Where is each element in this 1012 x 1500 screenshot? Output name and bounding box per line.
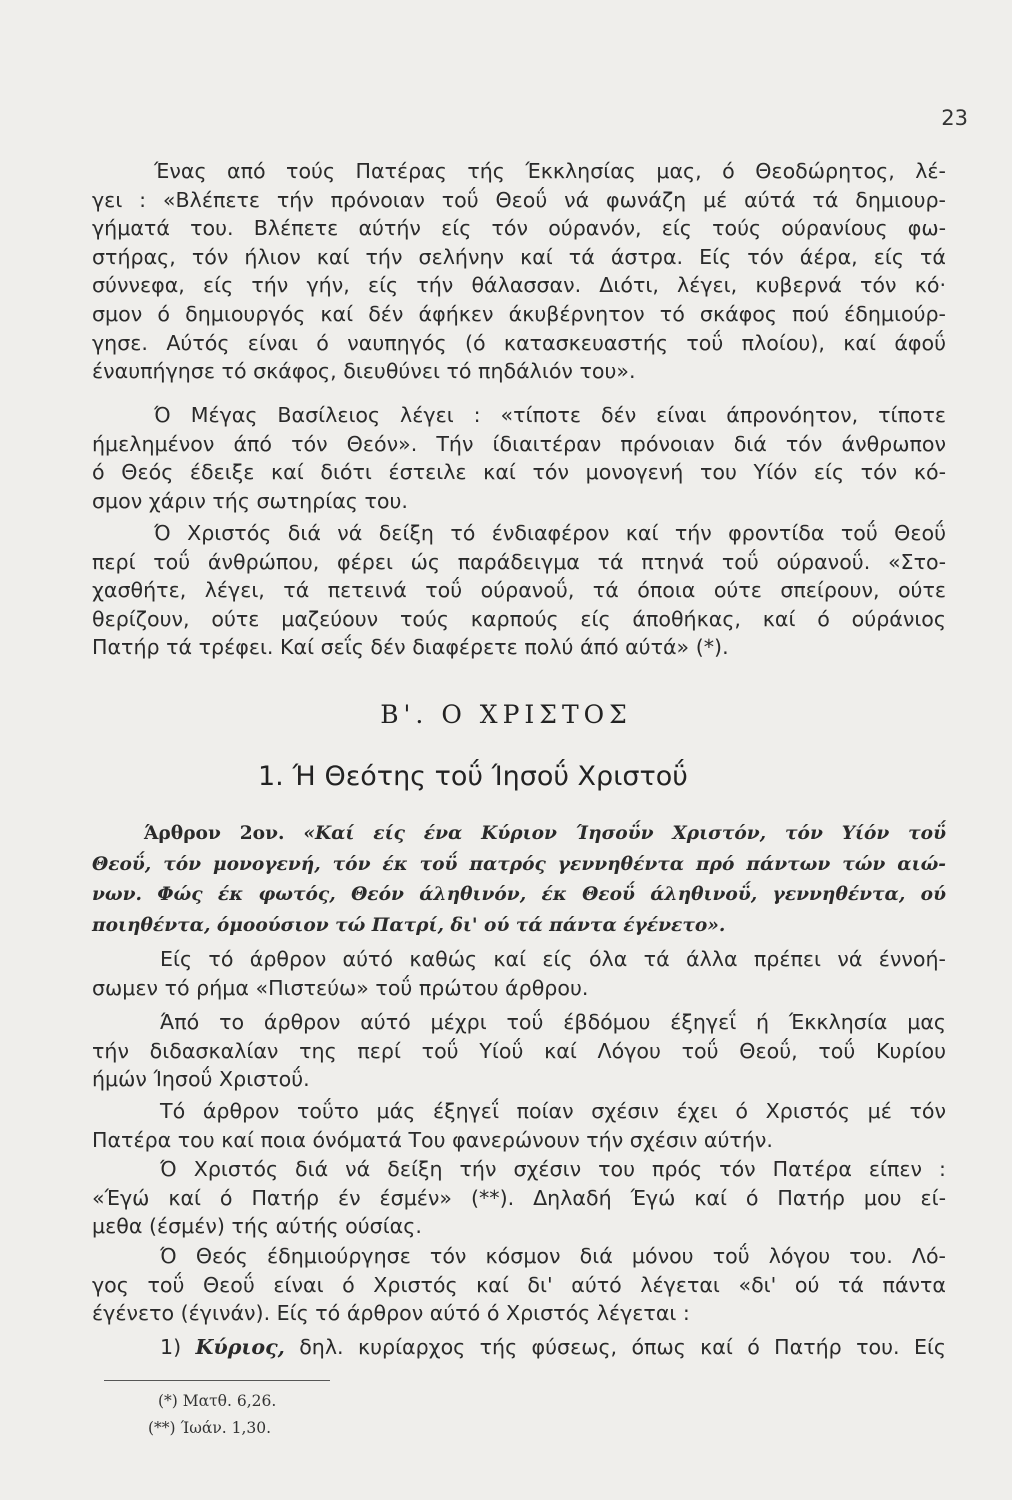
text-line: Ό Χριστός διά νά δείξη τό ένδιαφέρον καί τήν φροντίδα τοΰ Θεοΰ [154,521,946,545]
text-run: δηλ. κυρίαρχος τής φύσεως, όπως καί ό Πατήρ του. Είς [299,1335,947,1359]
text-line: ήμών Ίησοΰ Χριστοΰ. [92,1067,310,1092]
paragraph-relation [92,1097,946,1154]
creed-line [92,819,946,850]
text-line: σύννεφα, είς τήν γήν, είς τήν θάλασσαν. Διότι, λέγει, κυβερνά τόν κό· [92,273,946,298]
term-kyrios: Κύριος, [195,1335,285,1359]
creed-line: νων. Φώς έκ φωτός, Θεόν άληθινόν, έκ Θεοΰ άληθινοΰ, γεννηθέντα, ού [92,884,946,906]
text-line: Πατήρ τά τρέφει. Καί σεΐς δέν διαφέρετε πολύ άπό αύτά» (*). [92,635,729,660]
creed-line: ποιηθέντα, όμοούσιον τώ Πατρί, δι' ού τά πάντα έγένετο». [92,914,726,936]
paragraph-father-and-i [92,1155,946,1241]
text-line: σωμεν τό ρήμα «Πιστεύω» τοΰ πρώτου άρθρου. [92,975,589,1000]
text-line: γήματά του. Βλέπετε αύτήν είς τόν ούρανόν, είς τούς ούρανίους φω- [92,216,946,241]
text-line: τήν διδασκαλίαν της περί τοΰ Υίοΰ καί Λόγου τοΰ Θεοΰ, τοΰ Κυρίου [92,1038,946,1063]
creed-article-label: Άρθρον 2ον. [144,823,285,844]
text-line: έγένετο (έγινάν). Είς τό άρθρον αύτό ό Χριστός λέγεται : [92,1301,690,1326]
footnote-2: (**) Ίωάν. 1,30. [148,1419,272,1437]
text-line: «Έγώ καί ό Πατήρ έν έσμέν» (**). Δηλαδή Έγώ καί ό Πατήρ μου εί- [92,1185,946,1210]
text-line: χασθήτε, λέγει, τά πετεινά τοΰ ούρανοΰ, τά όποια ούτε σπείρουν, ούτε [92,578,946,603]
text-line: σμον ό δημιουργός καί δέν άφήκεν άκυβέρνητον τό σκάφος πού έδημιούρ- [92,301,946,326]
text-line: έναυπήγησε τό σκάφος, διευθύνει τό πηδάλιόν του». [92,359,636,384]
text-line: σμον χάριν τής σωτηρίας του. [92,488,408,513]
list-number: 1) [160,1335,182,1359]
text-line: ήμελημένον άπό τόν Θεόν». Τήν ίδιαιτέραν πρόνοιαν διά τόν άνθρωπον [92,431,946,456]
creed-text: «Καί είς ένα Κύριον Ίησοΰν Χριστόν, τόν Υίόν τοΰ [303,823,946,844]
text-line: στήρας, τόν ήλιον καί τήν σελήνην καί τά άστρα. Είς τόν άέρα, είς τά [92,244,946,269]
paragraph-basil [92,401,946,515]
text-line: μεθα (έσμέν) τής αύτής ούσίας. [92,1214,422,1239]
text-line [92,1333,946,1362]
paragraph-seventh-article [92,1008,946,1094]
text-line: γησε. Αύτός είναι ό ναυπηγός (ό κατασκευαστής τοΰ πλοίου), καί άφοΰ [92,330,946,355]
paragraph-christ-birds [92,519,946,662]
text-line: Τό άρθρον τοΰτο μάς έξηγεΐ ποίαν σχέσιν έχει ό Χριστός μέ τόν [160,1099,946,1123]
text-line: Ό Χριστός διά νά δείξη τήν σχέσιν του πρός τόν Πατέρα είπεν : [160,1157,946,1181]
text-line: ό Θεός έδειξε καί διότι έστειλε καί τόν μονογενή του Υίόν είς τόν κό- [92,460,946,485]
text-line: γει : «Βλέπετε τήν πρόνοιαν τοΰ Θεοΰ νά φωνάζη μέ αύτά τά δημιουρ- [92,187,946,212]
text-line: γος τοΰ Θεοΰ είναι ό Χριστός καί δι' αύτό λέγεται «δι' ού τά πάντα [92,1272,946,1297]
footnote-1: (*) Ματθ. 6,26. [158,1392,277,1410]
paragraph-pisteuo [92,945,946,1002]
page-number: 23 [941,106,968,130]
section-heading: Β'. Ο ΧΡΙΣΤΟΣ [380,700,632,729]
text-line: Είς τό άρθρον αύτό καθώς καί είς όλα τά άλλα πρέπει νά έννοή- [160,947,946,971]
text-line: Πατέρα του καί ποια όνόματά Του φανερώνουν τήν σχέσιν αύτήν. [92,1127,773,1152]
text-line: περί τοΰ άνθρώπου, φέρει ώς παράδειγμα τά πτηνά τοΰ ούρανοΰ. «Στο- [92,549,946,574]
creed-line: Θεοΰ, τόν μονογενή, τόν έκ τοΰ πατρός γεννηθέντα πρό πάντων τών αιώ- [92,853,946,875]
paragraph-logos [92,1242,946,1328]
paragraph-theodoret [92,157,946,386]
footnote-divider [104,1380,330,1381]
text-line: θερίζουν, ούτε μαζεύουν τούς καρπούς είς άποθήκας, καί ό ούράνιος [92,606,946,631]
subsection-heading: 1. Ή Θεότης τοΰ Ίησοΰ Χριστοΰ [258,761,688,792]
text-line: Άπό το άρθρον αύτό μέχρι τοΰ έβδόμου έξηγεΐ ή Έκκλησία μας [160,1010,946,1034]
text-line: Ό Μέγας Βασίλειος λέγει : «τίποτε δέν είναι άπρονόητον, τίποτε [154,403,946,427]
paragraph-kyrios [92,1333,946,1362]
creed-article [92,819,946,941]
text-line: Ό Θεός έδημιούργησε τόν κόσμον διά μόνου τοΰ λόγου του. Λό- [160,1244,946,1268]
text-line: Ένας από τούς Πατέρας τής Έκκλησίας μας, ό Θεοδώρητος, λέ- [154,159,946,183]
